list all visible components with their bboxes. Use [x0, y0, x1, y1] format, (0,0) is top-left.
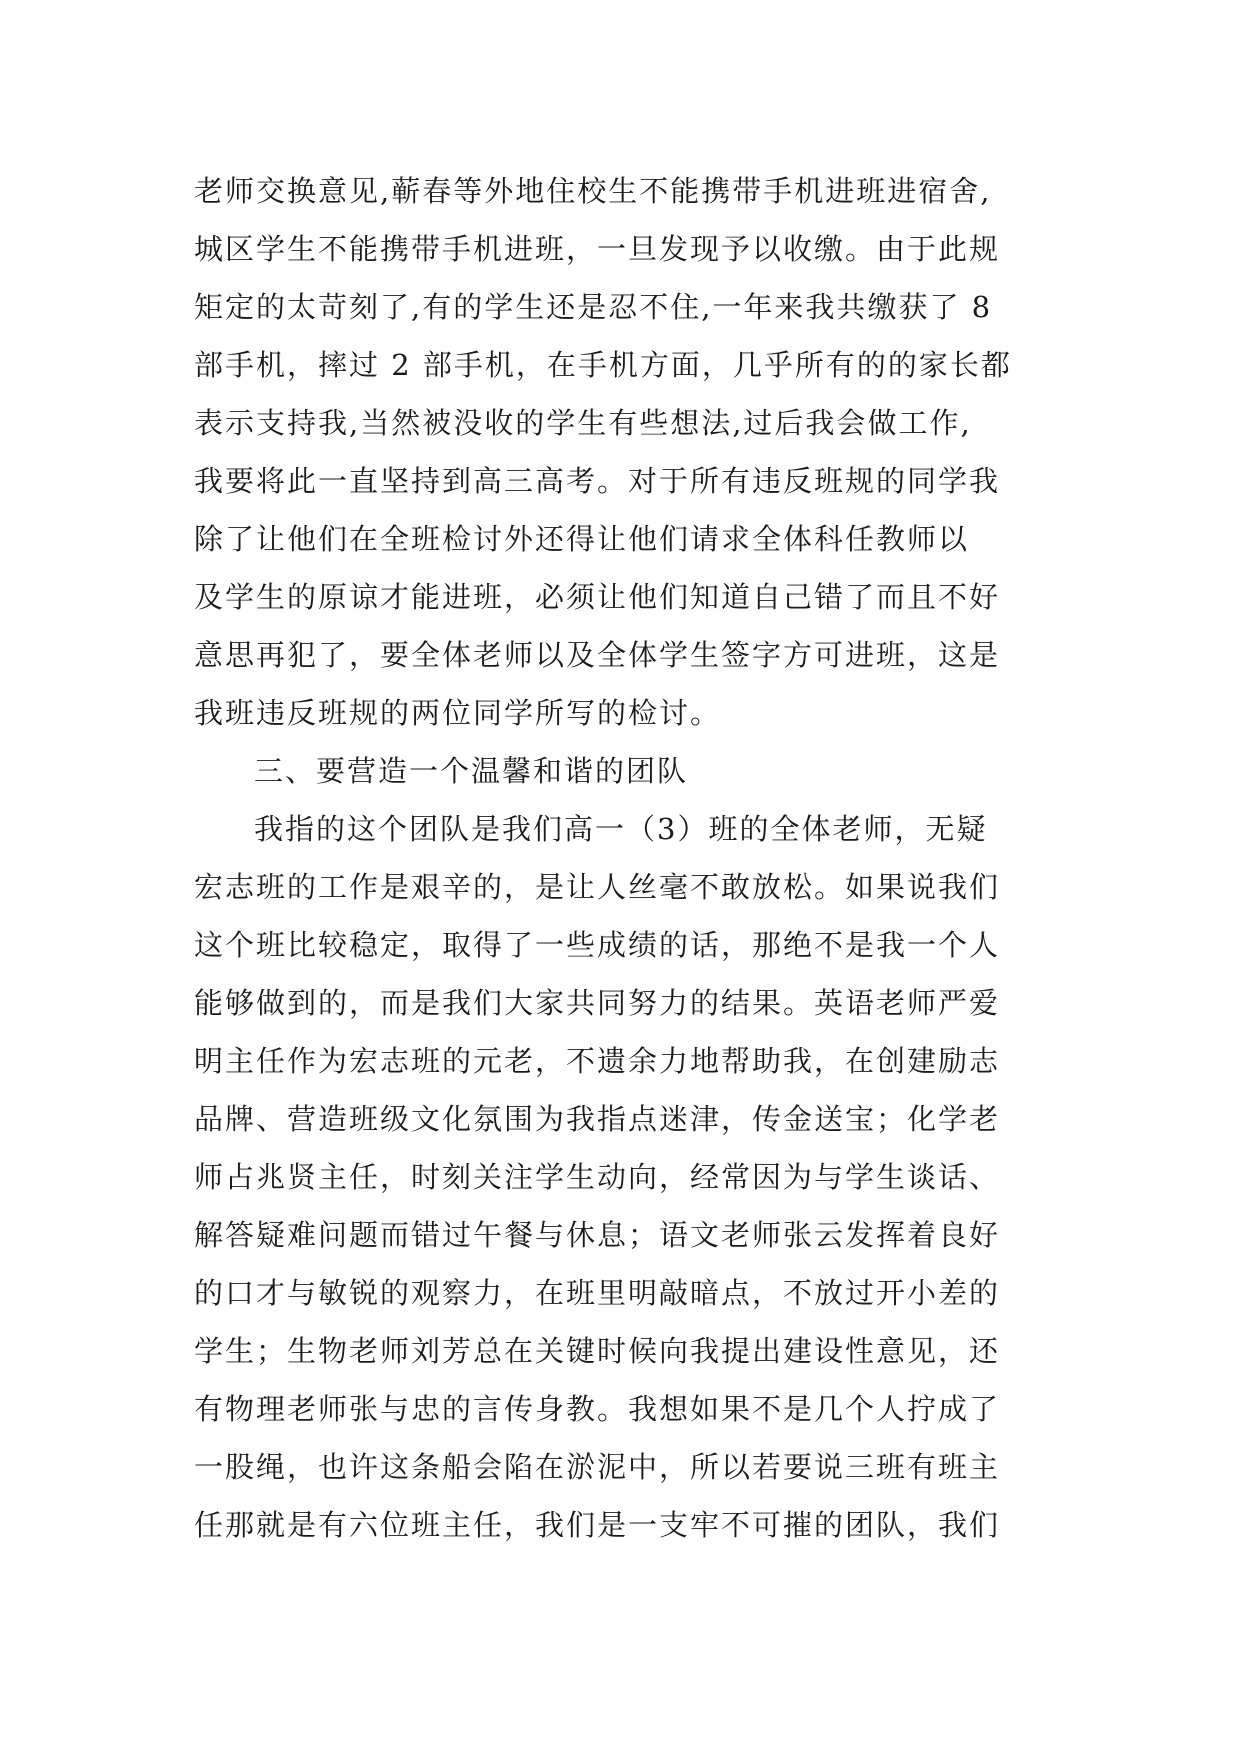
text-line: 矩定的太苛刻了,有的学生还是忍不住,一年来我共缴获了 8 — [194, 290, 993, 324]
text-line: 老师交换意见,蕲春等外地住校生不能携带手机进班进宿舍, — [194, 174, 992, 208]
text-line: 的口才与敏锐的观察力，在班里明敲暗点，不放过开小差的 — [194, 1276, 1001, 1310]
text-line: 除了让他们在全班检讨外还得让他们请求全体科任教师以 — [194, 522, 970, 556]
section-heading: 三、要营造一个温馨和谐的团队 — [254, 754, 689, 788]
text-line: 有物理老师张与忠的言传身教。我想如果不是几个人拧成了 — [194, 1392, 1001, 1426]
text-line: 明主任作为宏志班的元老，不遗余力地帮助我，在创建励志 — [194, 1044, 1001, 1078]
text-line: 这个班比较稳定，取得了一些成绩的话，那绝不是我一个人 — [194, 928, 1001, 962]
text-line: 品牌、营造班级文化氛围为我指点迷津，传金送宝；化学老 — [194, 1102, 1001, 1136]
text-line: 我要将此一直坚持到高三高考。对于所有违反班规的同学我 — [194, 464, 1001, 498]
text-line: 及学生的原谅才能进班，必须让他们知道自己错了而且不好 — [194, 580, 1001, 614]
text-line: 任那就是有六位班主任，我们是一支牢不可摧的团队，我们 — [194, 1508, 1001, 1542]
text-line: 师占兆贤主任，时刻关注学生动向，经常因为与学生谈话、 — [194, 1160, 1001, 1194]
text-line: 城区学生不能携带手机进班，一旦发现予以收缴。由于此规 — [194, 232, 1001, 266]
text-line: 一股绳，也许这条船会陷在淤泥中，所以若要说三班有班主 — [194, 1450, 1001, 1484]
body-text — [194, 162, 1074, 1554]
text-line: 部手机，摔过 2 部手机，在手机方面，几乎所有的的家长都 — [194, 348, 1012, 382]
text-line: 我班违反班规的两位同学所写的检讨。 — [194, 696, 722, 730]
text-line: 宏志班的工作是艰辛的，是让人丝毫不敢放松。如果说我们 — [194, 870, 1001, 904]
text-line: 能够做到的，而是我们大家共同努力的结果。英语老师严爱 — [194, 986, 1001, 1020]
text-line: 学生；生物老师刘芳总在关键时候向我提出建设性意见，还 — [194, 1334, 1001, 1368]
text-line: 意思再犯了，要全体老师以及全体学生签字方可进班，这是 — [194, 638, 1001, 672]
text-line: 表示支持我,当然被没收的学生有些想法,过后我会做工作, — [194, 406, 972, 440]
text-line: 解答疑难问题而错过午餐与休息；语文老师张云发挥着良好 — [194, 1218, 1001, 1252]
paragraph-start-line: 我指的这个团队是我们高一（3）班的全体老师，无疑 — [254, 812, 988, 846]
